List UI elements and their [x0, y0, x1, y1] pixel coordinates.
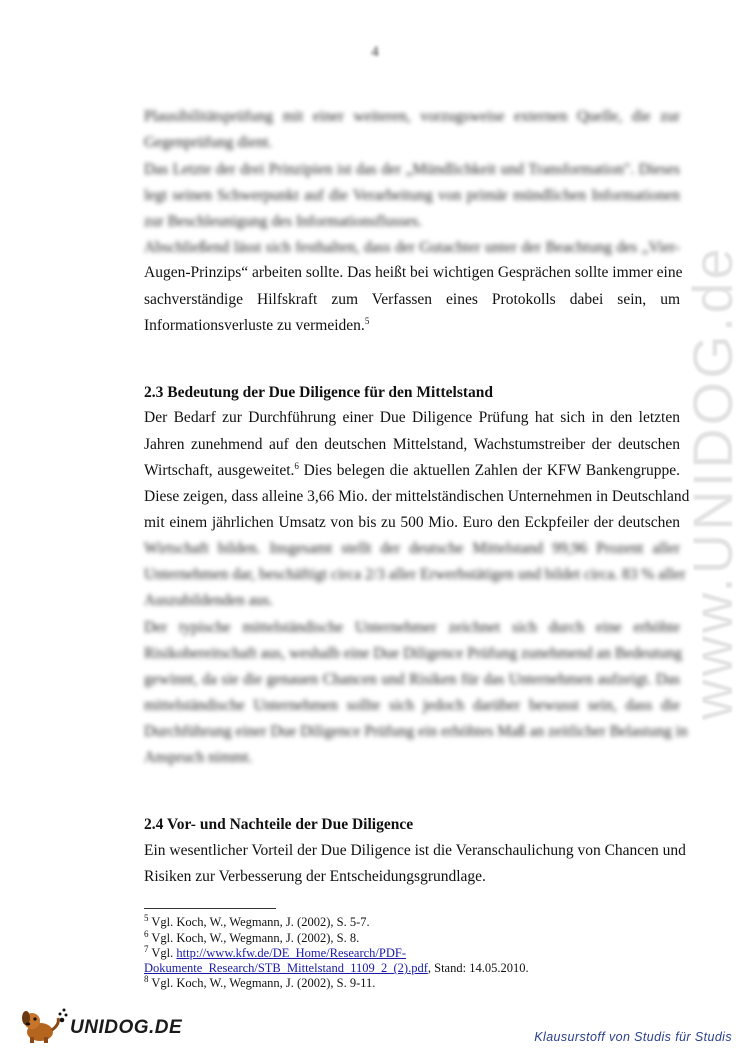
page-number: 4: [371, 44, 379, 60]
body-text-line: Diese zeigen, dass alleine 3,66 Mio. der mittelständischen Unternehmen in Deutschland: [144, 488, 690, 505]
body-text-line: [144, 458, 680, 484]
blurred-text-line: Plausibilitätsprüfung mit einer weiteren, vorzugsweise externen Quelle, die zur: [144, 108, 680, 125]
blurred-text-line: mittelständische Unternehmen sollte sich jedoch darüber bewusst sein, dass die: [144, 697, 680, 714]
footnote-text: , Stand: 14.05.2010.: [427, 961, 529, 975]
footnote-7: $^7$ Vgl. http://www.kfw.de/DE_Home/Research/PDF-: [144, 943, 406, 960]
footnote-divider: [144, 908, 276, 909]
footnote-link[interactable]: http://www.kfw.de/DE_Home/Research/PDF-: [176, 946, 406, 960]
watermark-anchor: [680, 245, 744, 721]
footnote-text: Vgl. Koch, W., Wegmann, J. (2002), S. 5-7.: [151, 915, 370, 929]
blurred-text-line: Wirtschaft bilden. Insgesamt stellt der deutsche Mittelstand 99,96 Prozent aller: [144, 540, 680, 557]
footnote-6: $^6$ Vgl. Koch, W., Wegmann, J. (2002), S. 8.: [144, 928, 360, 945]
footnote-ref: 5: [364, 315, 370, 326]
body-text: Dies belegen die aktuellen Zahlen der KFW Bankengruppe.: [298, 462, 680, 479]
footnote-text: Vgl.: [151, 946, 177, 960]
watermark-text: www.UNIDOG.de: [681, 245, 744, 720]
blurred-text-line: Auszubildenden aus.: [144, 592, 274, 609]
body-text-line: [144, 313, 680, 339]
section-heading-2-4: 2.4 Vor- und Nachteile der Due Diligence: [144, 816, 414, 833]
logo-text: UNIDOG.DE: [70, 1017, 183, 1038]
footnote-ref: 6: [294, 460, 299, 471]
footnote-8: $^8$ Vgl. Koch, W., Wegmann, J. (2002), S. 9-11.: [144, 973, 376, 990]
blurred-text-line: Gegenprüfung dient.: [144, 134, 273, 151]
footer-tagline: Klausurstoff von Studis für Studis: [534, 1030, 732, 1044]
unidog-logo[interactable]: [18, 1012, 183, 1048]
blurred-text-line: Durchführung einer Due Diligence Prüfung ein erhöhtes Maß an zeitlicher Belastung in: [144, 723, 688, 740]
footnote-link-cont[interactable]: Dokumente_Research/STB_Mittelstand_1109_2_(2).pdf: [144, 961, 428, 975]
body-text: Wirtschaft, ausgeweitet.: [144, 462, 295, 479]
body-text-line: Augen-Prinzips“ arbeiten sollte. Das heißt bei wichtigen Gesprächen sollte immer eine: [144, 264, 683, 281]
footnote-7-cont: [144, 961, 529, 977]
footnote-5: $^5$ Vgl. Koch, W., Wegmann, J. (2002), S. 5-7.: [144, 912, 370, 929]
blurred-text-line: Risikobereitschaft aus, weshalb eine Due Diligence Prüfung zunehmend an Bedeutung: [144, 645, 683, 662]
blurred-text-line: Abschließend lässt sich festhalten, dass der Gutachter unter der Beachtung des „Vier-: [144, 239, 680, 256]
body-text-line: Jahren zunehmend auf den deutschen Mittelstand, Wachstumstreiber der deutschen: [144, 436, 680, 453]
body-text-line: sachverständige Hilfskraft zum Verfassen eines Protokolls dabei sein, um: [144, 291, 680, 308]
body-text-line: Der Bedarf zur Durchführung einer Due Diligence Prüfung hat sich in den letzten: [144, 409, 680, 426]
blurred-text-line: Anspruch nimmt.: [144, 749, 253, 766]
section-heading-2-3: 2.3 Bedeutung der Due Diligence für den Mittelstand: [144, 384, 494, 401]
footnote-text: Vgl. Koch, W., Wegmann, J. (2002), S. 9-11.: [151, 976, 376, 990]
body-text-line: Ein wesentlicher Vorteil der Due Diligence ist die Veranschaulichung von Chancen und: [144, 842, 686, 859]
body-text-line: mit einem jährlichen Umsatz von bis zu 500 Mio. Euro den Eckpfeiler der deutschen: [144, 514, 680, 531]
blurred-text-line: gewinnt, da sie die genauen Chancen und Risiken für das Unternehmen aufzeigt. Das: [144, 671, 680, 688]
blurred-text-line: Unternehmen dar, beschäftigt circa 2/3 aller Erwerbstätigen und bildet circa. 83 % aller: [144, 566, 686, 583]
blurred-text-line: legt seinen Schwerpunkt auf die Verarbeitung von primär mündlichen Informationen: [144, 187, 680, 204]
body-text-line: Risiken zur Verbesserung der Entscheidungsgrundlage.: [144, 868, 486, 885]
dog-icon: [18, 1006, 70, 1046]
blurred-text-line: Der typische mittelständische Unternehmer zeichnet sich durch eine erhöhte: [144, 619, 680, 636]
blurred-text-line: zur Beschleunigung des Informationsflusses.: [144, 213, 423, 230]
blurred-text-line: Das Letzte der drei Prinzipien ist das der „Mündlichkeit und Transformation". Dieses: [144, 161, 680, 178]
body-text: Informationsverluste zu vermeiden.: [144, 317, 365, 334]
footnote-text: Vgl. Koch, W., Wegmann, J. (2002), S. 8.: [151, 931, 360, 945]
